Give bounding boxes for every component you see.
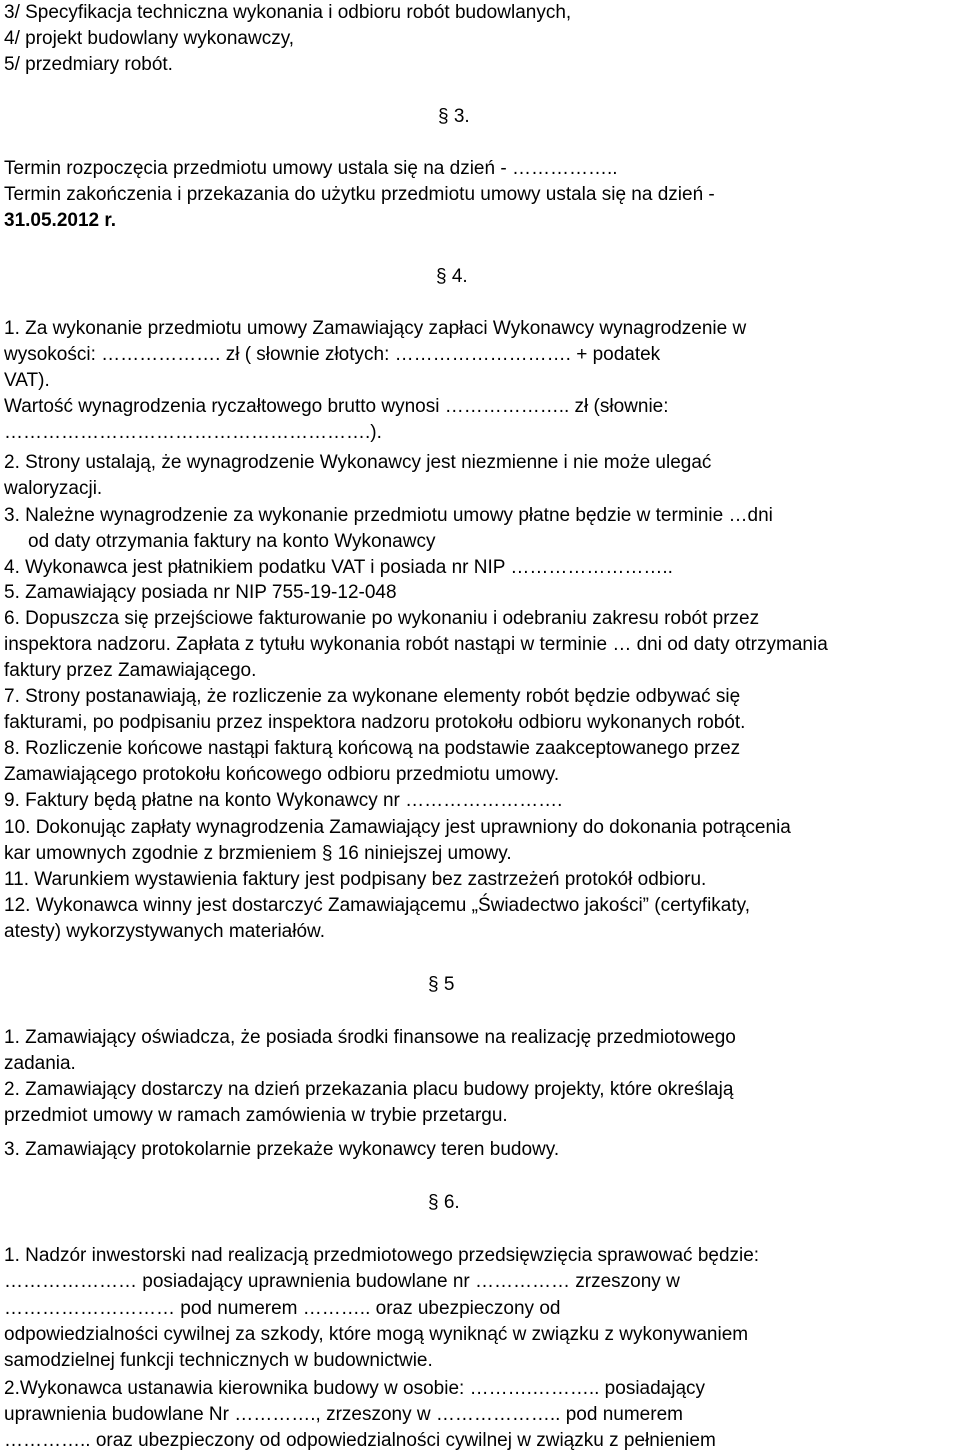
text-line: waloryzacji. (4, 478, 103, 499)
text-line: 1. Nadzór inwestorski nad realizacją przedmiotowego przedsięwzięcia sprawować będzie: (4, 1245, 760, 1266)
text-line: 10. Dokonując zapłaty wynagrodzenia Zamawiający jest uprawniony do dokonania potrącenia (4, 817, 791, 838)
text-line: faktury przez Zamawiającego. (4, 660, 257, 681)
text-line: 4/ projekt budowlany wykonawczy, (4, 28, 295, 49)
text-line: 3/ Specyfikacja techniczna wykonania i odbioru robót budowlanych, (4, 2, 572, 23)
text-line: wysokości: ………………. zł ( słownie złotych: ………………………. + podatek (4, 344, 661, 365)
section-heading: § 3. (438, 106, 470, 127)
text-line: fakturami, po podpisaniu przez inspektora nadzoru protokołu odbioru wykonanych robót. (4, 712, 746, 733)
text-line: 31.05.2012 r. (4, 210, 116, 231)
text-line: 5. Zamawiający posiada nr NIP 755-19-12-048 (4, 582, 397, 603)
text-line: uprawnienia budowlane Nr …………., zrzeszony w ……………….. pod numerem (4, 1404, 683, 1425)
text-line: 4. Wykonawca jest płatnikiem podatku VAT i posiada nr NIP …………………….. (4, 557, 673, 578)
text-line: 6. Dopuszcza się przejściowe fakturowanie po wykonaniu i odebraniu zakresu robót przez (4, 608, 760, 629)
text-line: 8. Rozliczenie końcowe nastąpi fakturą końcową na podstawie zaakceptowanego przez (4, 738, 741, 759)
text-line: przedmiot umowy w ramach zamówienia w trybie przetargu. (4, 1105, 508, 1126)
section-heading: § 4. (436, 266, 468, 287)
text-line: 1. Zamawiający oświadcza, że posiada środki finansowe na realizację przedmiotowego (4, 1027, 736, 1048)
text-line: 1. Za wykonanie przedmiotu umowy Zamawiający zapłaci Wykonawcy wynagrodzenie w (4, 318, 747, 339)
section-heading: § 5 (428, 974, 455, 995)
text-line: Termin rozpoczęcia przedmiotu umowy ustala się na dzień - …………….. (4, 158, 618, 179)
text-line: atesty) wykorzystywanych materiałów. (4, 921, 325, 942)
text-line: ………………… posiadający uprawnienia budowlane nr …………… zrzeszony w (4, 1271, 680, 1292)
text-line: samodzielnej funkcji technicznych w budownictwie. (4, 1350, 433, 1371)
text-line: 11. Warunkiem wystawienia faktury jest podpisany bez zastrzeżeń protokół odbioru. (4, 869, 707, 890)
text-line: 5/ przedmiary robót. (4, 54, 173, 75)
text-line: od daty otrzymania faktury na konto Wykonawcy (28, 531, 436, 552)
text-line: Zamawiającego protokołu końcowego odbioru przedmiotu umowy. (4, 764, 560, 785)
text-line: VAT). (4, 370, 50, 391)
text-line: Termin zakończenia i przekazania do użytku przedmiotu umowy ustala się na dzień - (4, 184, 715, 205)
text-line: ………….. oraz ubezpieczony od odpowiedzialności cywilnej w związku z pełnieniem (4, 1430, 716, 1451)
text-line: odpowiedzialności cywilnej za szkody, które mogą wyniknąć w związku z wykonywaniem (4, 1324, 749, 1345)
text-line: 3. Należne wynagrodzenie za wykonanie przedmiotu umowy płatne będzie w terminie …dni (4, 505, 773, 526)
text-line: kar umownych zgodnie z brzmieniem § 16 niniejszej umowy. (4, 843, 512, 864)
text-line: inspektora nadzoru. Zapłata z tytułu wykonania robót nastąpi w terminie … dni od daty otrzymania (4, 634, 828, 655)
text-line: zadania. (4, 1053, 76, 1074)
text-line: 12. Wykonawca winny jest dostarczyć Zamawiającemu „Świadectwo jakości” (certyfikaty, (4, 895, 751, 916)
section-heading: § 6. (428, 1192, 460, 1213)
text-line: ……………………… pod numerem ……….. oraz ubezpieczony od (4, 1298, 561, 1319)
text-line: 9. Faktury będą płatne na konto Wykonawcy nr ……………………. (4, 790, 563, 811)
text-line: ………………………………………………….). (4, 422, 382, 443)
text-line: Wartość wynagrodzenia ryczałtowego brutto wynosi ……………….. zł (słownie: (4, 396, 669, 417)
text-line: 2. Zamawiający dostarczy na dzień przekazania placu budowy projekty, które określają (4, 1079, 734, 1100)
text-line: 2. Strony ustalają, że wynagrodzenie Wykonawcy jest niezmienne i nie może ulegać (4, 452, 712, 473)
text-line: 7. Strony postanawiają, że rozliczenie za wykonane elementy robót będzie odbywać się (4, 686, 741, 707)
text-line: 2.Wykonawca ustanawia kierownika budowy w osobie: ……….……….. posiadający (4, 1378, 706, 1399)
text-line: 3. Zamawiający protokolarnie przekaże wykonawcy teren budowy. (4, 1139, 560, 1160)
